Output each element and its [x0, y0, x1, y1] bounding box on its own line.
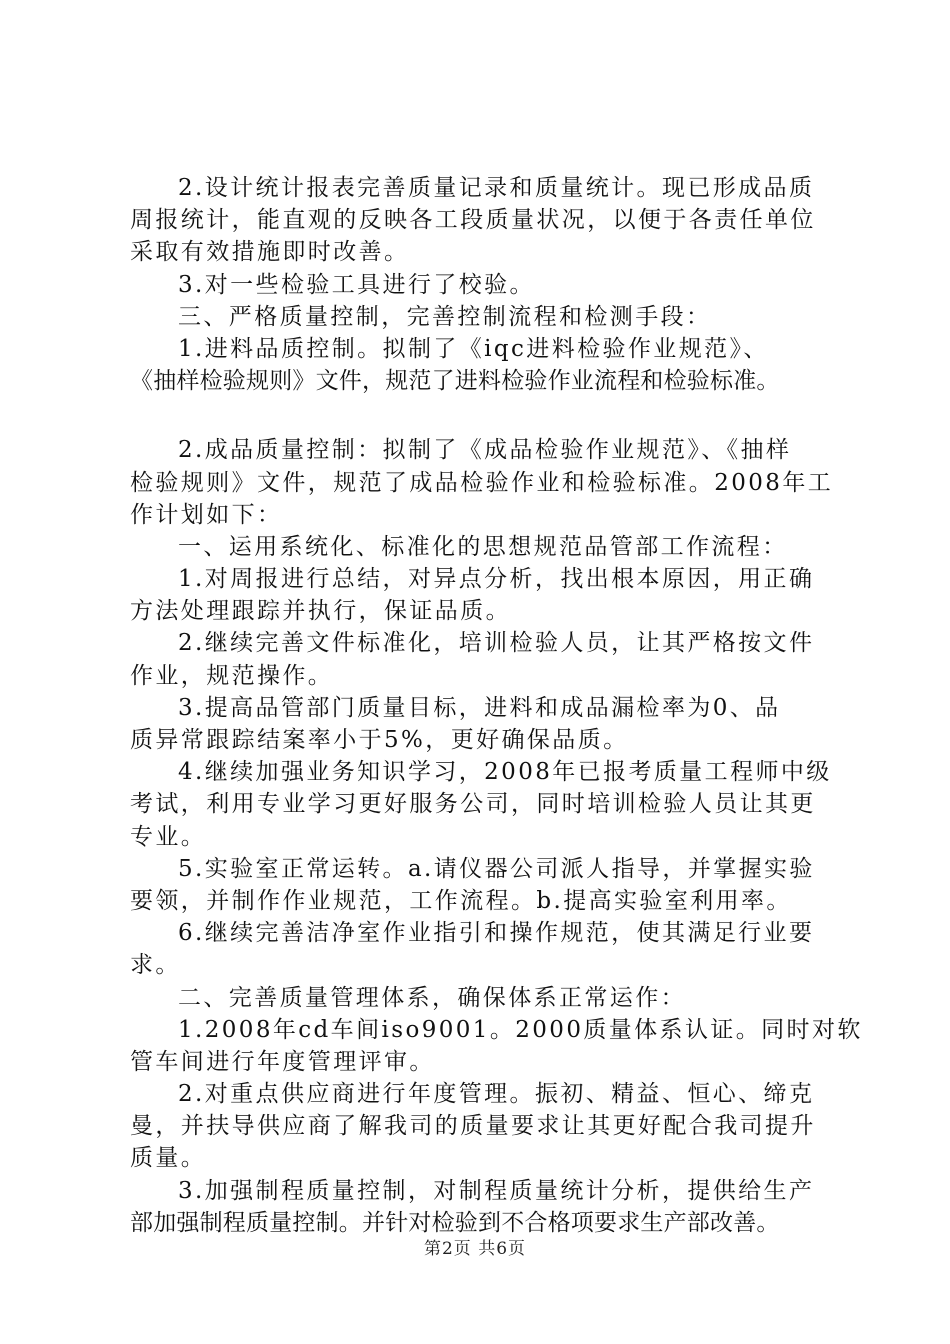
- blank-line: [130, 397, 845, 434]
- paragraph-line: 4.继续加强业务知识学习，2008年已报考质量工程师中级: [178, 759, 832, 786]
- paragraph-line: 质量。: [130, 1145, 207, 1172]
- section-heading: 一、运用系统化、标准化的思想规范品管部工作流程：: [178, 533, 788, 560]
- section-heading: 三、严格质量控制，完善控制流程和检测手段：: [178, 303, 712, 330]
- paragraph-line: 作业，规范操作。: [130, 662, 334, 689]
- section-heading: 二、完善质量管理体系，确保体系正常运作：: [178, 984, 686, 1011]
- paragraph-line: 求。: [130, 952, 181, 979]
- paragraph-line: 2.对重点供应商进行年度管理。振初、精益、恒心、缔克: [178, 1081, 815, 1108]
- paragraph-line: 2.设计统计报表完善质量记录和质量统计。现已形成品质: [178, 175, 815, 201]
- paragraph-line: 3.提高品管部门质量目标，进料和成品漏检率为0、品: [178, 694, 781, 721]
- paragraph-line: 质异常跟踪结案率小于5%，更好确保品质。: [130, 727, 629, 753]
- paragraph-line: 采取有效措施即时改善。: [130, 239, 410, 266]
- paragraph-line: 部加强制程质量控制。并针对检验到不合格项要求生产部改善。: [130, 1209, 780, 1236]
- paragraph-line: 检验规则》文件，规范了成品检验作业和检验标准。2008年工: [130, 469, 834, 496]
- paragraph-line: 5.实验室正常运转。a.请仪器公司派人指导，并掌握实验: [178, 855, 815, 882]
- paragraph-line: 要领，并制作作业规范，工作流程。b.提高实验室利用率。: [130, 887, 792, 914]
- paragraph-line: 方法处理跟踪并执行，保证品质。: [130, 598, 511, 625]
- paragraph-line: 6.继续完善洁净室作业指引和操作规范，使其满足行业要: [178, 920, 815, 947]
- paragraph-line: 考试，利用专业学习更好服务公司，同时培训检验人员让其更: [130, 791, 816, 818]
- paragraph-line: 2.成品质量控制：拟制了《成品检验作业规范》、《抽样: [178, 437, 792, 464]
- paragraph-line: 1.对周报进行总结，对异点分析，找出根本原因，用正确: [178, 566, 815, 593]
- paragraph-line: 1.进料品质控制。拟制了《iqc进料检验作业规范》、: [178, 335, 769, 362]
- paragraph-line: 管车间进行年度管理评审。: [130, 1048, 435, 1075]
- document-body: [130, 172, 863, 1239]
- page-number-footer: 第2页 共6页: [423, 1239, 527, 1259]
- paragraph-line: 作计划如下：: [130, 501, 283, 528]
- paragraph-line: 专业。: [130, 823, 207, 850]
- paragraph-line: 1.2008年cd车间iso9001。2000质量体系认证。同时对软: [178, 1016, 863, 1043]
- paragraph-line: 3.对一些检验工具进行了校验。: [178, 271, 535, 298]
- paragraph-line: 《抽样检验规则》文件，规范了进料检验作业流程和检验标准。: [130, 368, 780, 395]
- paragraph-line: 3.加强制程质量控制，对制程质量统计分析，提供给生产: [178, 1177, 815, 1204]
- paragraph-line: 2.继续完善文件标准化，培训检验人员，让其严格按文件: [178, 630, 815, 657]
- paragraph-line: 周报统计，能直观的反映各工段质量状况，以便于各责任单位: [130, 207, 816, 234]
- paragraph-line: 曼，并扶导供应商了解我司的质量要求让其更好配合我司提升: [130, 1113, 816, 1140]
